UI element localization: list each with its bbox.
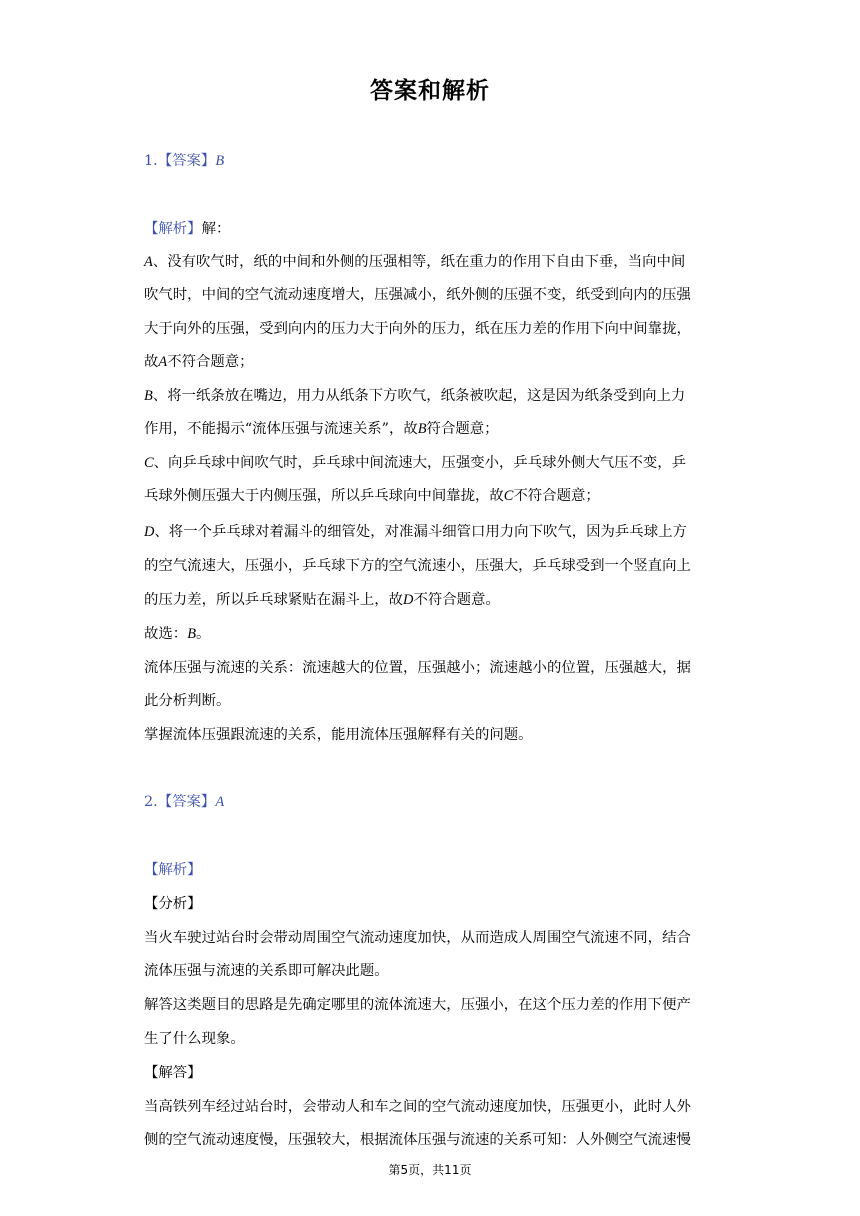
option-letter: A bbox=[158, 354, 168, 370]
q2-fenxi-tag: 【分析】 bbox=[144, 896, 202, 912]
q1-answer-value: B bbox=[215, 153, 225, 169]
text-run: 、没有吹气时，纸的中间和外侧的压强相等，纸在重力的作用下自由下垂，当向中间 bbox=[152, 254, 686, 270]
q2-analysis-tag: 【解析】 bbox=[144, 862, 202, 878]
text-run: 。 bbox=[195, 626, 211, 642]
q1-remark-line-3: 掌握流体压强跟流速的关系，能用流体压强解释有关的问题。 bbox=[144, 727, 533, 743]
text-run: 符合题意； bbox=[426, 421, 499, 437]
q1-line-d2: 的空气流速大，压强小，乒乓球下方的空气流速小，压强大，乒乓球受到一个竖直向上 bbox=[144, 558, 691, 574]
q2-answer-value: A bbox=[215, 794, 225, 810]
option-letter: A bbox=[144, 254, 153, 270]
option-letter: B bbox=[187, 626, 196, 642]
text-run: 不符合题意。 bbox=[413, 592, 500, 608]
q1-choice-line bbox=[144, 624, 210, 644]
text-run: 不符合题意； bbox=[513, 488, 600, 504]
q2-number: 2. bbox=[144, 794, 158, 810]
q1-remark-line-1: 流体压强与流速的关系：流速越大的位置，压强越小；流速越小的位置，压强越大，据 bbox=[144, 660, 691, 676]
q1-remark-line-2: 此分析判断。 bbox=[144, 693, 231, 709]
q1-answer-tag: 【答案】 bbox=[157, 153, 216, 169]
q1-line-a1 bbox=[144, 252, 685, 272]
q2-fenxi-line-3: 解答这类题目的思路是先确定哪里的流体流速大，压强小，在这个压力差的作用下便产 bbox=[144, 997, 691, 1013]
q2-fenxi-line-4: 生了什么现象。 bbox=[144, 1031, 245, 1047]
q2-jieda-line-2: 侧的空气流动速度慢，压强较大，根据流体压强与流速的关系可知：人外侧空气流速慢 bbox=[144, 1132, 691, 1148]
q1-line-b2 bbox=[144, 419, 499, 439]
q1-analysis-tag: 【解析】 bbox=[144, 221, 202, 237]
option-letter: D bbox=[144, 524, 155, 540]
q2-jieda-line-1: 当高铁列车经过站台时，会带动人和车之间的空气流动速度加快，压强更小，此时人外 bbox=[144, 1099, 691, 1115]
option-letter: B bbox=[144, 388, 153, 404]
q1-line-c1 bbox=[144, 453, 686, 473]
q1-line-d1 bbox=[144, 522, 687, 542]
text-run: 不符合题意； bbox=[167, 354, 254, 370]
text-run: 的压力差，所以乒乓球紧贴在漏斗上，故 bbox=[144, 592, 404, 608]
page-title: 答案和解析 bbox=[370, 78, 490, 104]
q1-answer-line bbox=[144, 151, 224, 171]
q2-answer-tag: 【答案】 bbox=[157, 794, 216, 810]
text-run: 、将一纸条放在嘴边，用力从纸条下方吹气，纸条被吹起，这是因为纸条受到向上力 bbox=[152, 388, 686, 404]
text-run: 、向乒乓球中间吹气时，乒乓球中间流速大，压强变小，乒乓球外侧大气压不变，乒 bbox=[153, 455, 687, 471]
text-run: 乓球外侧压强大于内侧压强，所以乒乓球向中间靠拢，故 bbox=[144, 488, 504, 504]
option-letter: C bbox=[144, 455, 154, 471]
text-run: 、将一个乒乓球对着漏斗的细管处，对准漏斗细管口用力向下吹气，因为乒乓球上方 bbox=[154, 524, 687, 540]
page-footer: 第5页，共11页 bbox=[388, 1163, 472, 1177]
q2-fenxi-line-1: 当火车驶过站台时会带动周围空气流动速度加快，从而造成人周围空气流速不同，结合 bbox=[144, 930, 691, 946]
text-run: 作用，不能揭示“流体压强与流速关系”，故 bbox=[144, 421, 418, 437]
option-letter: D bbox=[403, 592, 414, 608]
text-run: 故 bbox=[144, 354, 159, 370]
q2-fenxi-line-2: 流体压强与流速的关系即可解决此题。 bbox=[144, 963, 389, 979]
q2-jieda-tag: 【解答】 bbox=[144, 1065, 202, 1081]
q1-number: 1. bbox=[144, 153, 158, 169]
q1-line-d3 bbox=[144, 590, 500, 610]
text-run: 故选： bbox=[144, 626, 188, 642]
q1-line-a3: 大于向外的压强，受到向内的压力大于向外的压力，纸在压力差的作用下向中间靠拢， bbox=[144, 321, 691, 337]
q1-line-a4 bbox=[144, 352, 254, 372]
q1-line-a2: 吹气时，中间的空气流动速度增大，压强减小，纸外侧的压强不变，纸受到向内的压强 bbox=[144, 287, 691, 303]
q1-line-b1 bbox=[144, 386, 685, 406]
q1-analysis-suffix: 解： bbox=[201, 221, 231, 237]
q1-line-c2 bbox=[144, 486, 600, 506]
option-letter: B bbox=[417, 421, 427, 437]
option-letter: C bbox=[503, 488, 514, 504]
q2-answer-line bbox=[144, 792, 224, 812]
q1-analysis-heading bbox=[144, 219, 230, 239]
